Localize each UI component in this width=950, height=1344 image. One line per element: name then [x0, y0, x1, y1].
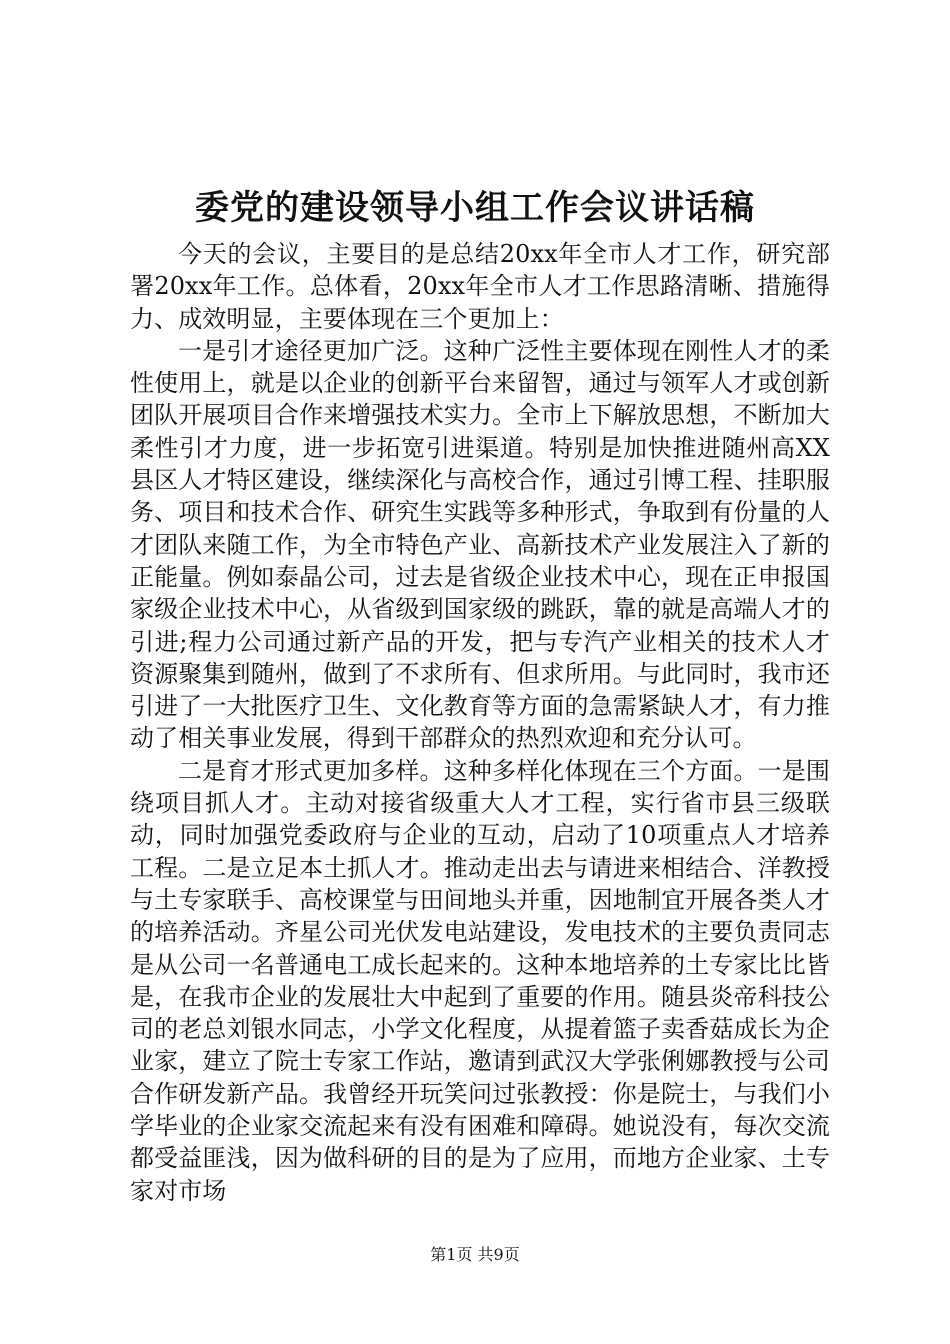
- page-number-indicator: 第1页 共9页: [430, 1245, 520, 1264]
- paragraph-talent-cultivation: 二是育才形式更加多样。这种多样化体现在三个方面。一是围绕项目抓人才。主动对接省级重大人才工程，实行省市县三级联动，同时加强党委政府与企业的互动，启动了10项重点人才培养工程。二是立足本土抓人才。推动走出去与请进来相结合、洋教授与土专家联手、高校课堂与田间地头并重，因地制宜开展各类人才的培养活动。齐星公司光伏发电站建设，发电技术的主要负责同志是从公司一名普通电工成长起来的。这种本地培养的土专家比比皆是，在我市企业的发展壮大中起到了重要的作用。随县炎帝科技公司的老总刘银水同志，小学文化程度，从提着篮子卖香菇成长为企业家，建立了院士专家工作站，邀请到武汉大学张俐娜教授与公司合作研发新产品。我曾经开玩笑问过张教授：你是院士，与我们小学毕业的企业家交流起来有没有困难和障碍。她说没有，每次交流都受益匪浅，因为做科研的目的是为了应用，而地方企业家、土专家对市场: [130, 756, 830, 1205]
- paragraph-talent-attraction: 一是引才途径更加广泛。这种广泛性主要体现在刚性人才的柔性使用上，就是以企业的创新平台来留智，通过与领军人才或创新团队开展项目合作来增强技术实力。全市上下解放思想，不断加大柔性引才力度，进一步拓宽引进渠道。特别是加快推进随州高XX县区人才特区建设，继续深化与高校合作，通过引博工程、挂职服务、项目和技术合作、研究生实践等多种形式，争取到有份量的人才团队来随工作，为全市特色产业、高新技术产业发展注入了新的正能量。例如泰晶公司，过去是省级企业技术中心，现在正申报国家级企业技术中心，从省级到国家级的跳跃，靠的就是高端人才的引进;程力公司通过新产品的开发，把与专汽产业相关的技术人才资源聚集到随州，做到了不求所有、但求所用。与此同时，我市还引进了一大批医疗卫生、文化教育等方面的急需紧缺人才，有力推动了相关事业发展，得到干部群众的热烈欢迎和充分认可。: [130, 336, 830, 753]
- page-footer: [0, 1244, 950, 1266]
- document-title: 委党的建设领导小组工作会议讲话稿: [195, 188, 755, 228]
- paragraph-intro: 今天的会议，主要目的是总结20xx年全市人才工作，研究部署20xx年工作。总体看，20xx年全市人才工作思路清晰、措施得力、成效明显，主要体现在三个更加上：: [130, 240, 830, 333]
- document-body: [130, 238, 830, 1207]
